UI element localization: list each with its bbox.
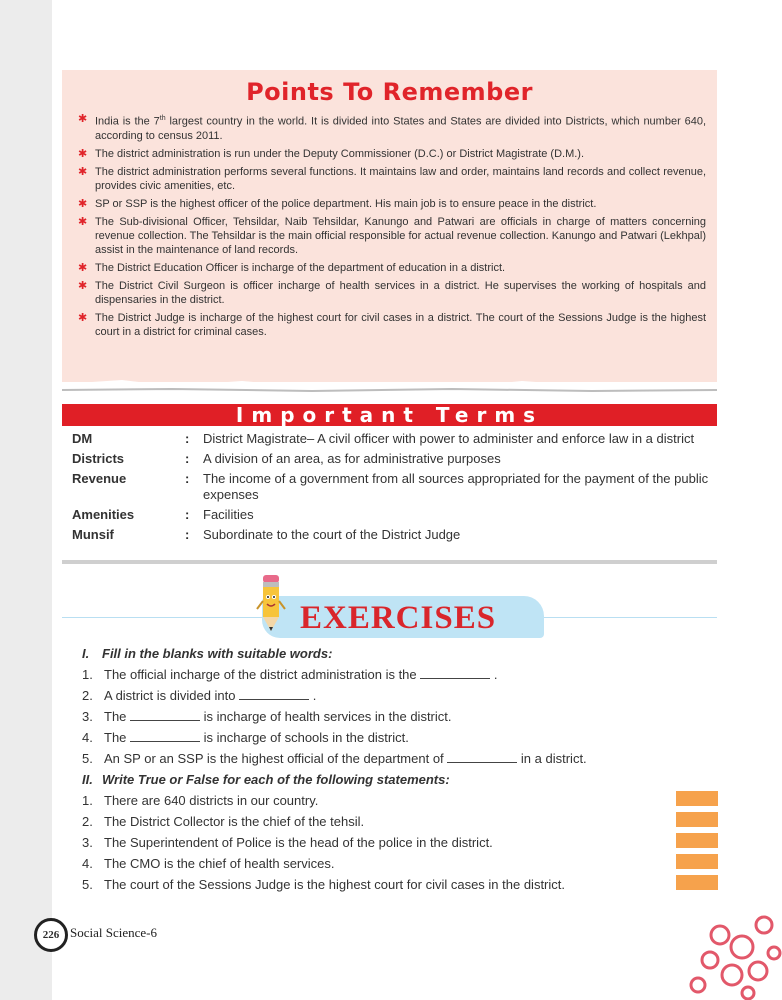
term-definition: Facilities — [203, 507, 254, 522]
term-definition: The income of a government from all sources appropriated for the payment of the public expenses — [203, 471, 709, 502]
answer-box[interactable] — [676, 833, 718, 848]
page-number: 226 — [34, 918, 68, 952]
list-item: ✱ The district administration performs several functions. It maintains law and order, maintains land records and collect revenue, provides civic amenities, etc. — [78, 165, 706, 192]
list-item: ✱ The Sub-divisional Officer, Tehsildar, Naib Tehsildar, Kanungo and Patwari are officials in charge of matters concerning revenue collection. The Tehsildar is the main official responsible for actual revenue collection. Kanungo and Patwari (Lekhpal) assist in the maintenance of land records. — [78, 215, 706, 256]
blank-field — [447, 750, 517, 763]
exercises-title: EXERCISES — [300, 600, 497, 636]
answer-box[interactable] — [676, 812, 718, 827]
bullet-icon: ✱ — [78, 311, 88, 324]
list-item: ✱ SP or SSP is the highest officer of the police department. His main job is to ensure peace in the district. — [78, 197, 597, 210]
table-row: Revenue : The income of a government from all sources appropriated for the payment of the public expenses — [72, 471, 712, 503]
points-list — [78, 112, 706, 343]
term-definition: Subordinate to the court of the District Judge — [203, 527, 461, 542]
points-to-remember-box — [62, 70, 717, 382]
blank-field — [239, 687, 309, 700]
torn-paper-divider — [52, 372, 732, 396]
section-heading: II. Write True or False for each of the following statements: — [82, 772, 450, 787]
list-item: ✱ The district administration is run under the Deputy Commissioner (D.C.) or District Magistrate (D.M.). — [78, 147, 585, 160]
answer-box[interactable] — [676, 854, 718, 869]
bullet-icon: ✱ — [78, 197, 88, 210]
table-row: Munsif : Subordinate to the court of the District Judge — [72, 527, 712, 543]
bullet-icon: ✱ — [78, 215, 88, 228]
bullet-icon: ✱ — [78, 147, 88, 160]
list-item: 1. There are 640 districts in our country. — [82, 793, 319, 808]
bullet-icon: ✱ — [78, 113, 88, 125]
blank-field — [130, 708, 200, 721]
list-item: 4. The CMO is the chief of health services. — [82, 856, 335, 871]
term-definition: District Magistrate– A civil officer with power to administer and enforce law in a district — [203, 431, 695, 446]
points-title: Points To Remember — [246, 78, 533, 106]
term: Amenities — [72, 507, 135, 522]
list-item: 4. The is incharge of schools in the district. — [82, 730, 409, 745]
section-heading: I. Fill in the blanks with suitable words: — [82, 646, 333, 661]
list-item: 5. The court of the Sessions Judge is the highest court for civil cases in the district. — [82, 877, 565, 892]
list-item: 3. The Superintendent of Police is the head of the police in the district. — [82, 835, 493, 850]
list-item: ✱ The District Education Officer is incharge of the department of education in a district. — [78, 261, 506, 274]
divider — [62, 560, 717, 564]
list-item: ✱ The District Judge is incharge of the highest court for civil cases in a district. The court of the Sessions Judge is the highest court in a district for criminal cases. — [78, 311, 706, 338]
pencil-mascot-icon — [255, 575, 287, 637]
terms-heading: Important Terms — [235, 403, 544, 427]
list-item: 2. The District Collector is the chief of the tehsil. — [82, 814, 365, 829]
answer-box[interactable] — [676, 875, 718, 890]
bullet-icon: ✱ — [78, 261, 88, 274]
list-item: 2. A district is divided into . — [82, 688, 317, 703]
term: DM — [72, 431, 93, 446]
list-item: ✱ India is the 7th largest country in the world. It is divided into States and States are divided into Districts, which number 640, according to census 2011. — [78, 113, 706, 142]
bullet-icon: ✱ — [78, 165, 88, 178]
list-item: 3. The is incharge of health services in the district. — [82, 709, 452, 724]
subject-label: Social Science-6 — [70, 925, 157, 940]
list-item: ✱ The District Civil Surgeon is officer incharge of health services in a district. He supervises the working of hospitals and dispensaries in the district. — [78, 279, 706, 306]
important-terms-banner — [62, 404, 717, 426]
answer-box[interactable] — [676, 791, 718, 806]
exercises-section — [82, 645, 722, 897]
decorative-circles-icon — [660, 905, 782, 1000]
terms-table — [72, 431, 712, 547]
list-item: 5. An SP or an SSP is the highest official of the department of in a district. — [82, 751, 587, 766]
table-row: DM : District Magistrate– A civil officer with power to administer and enforce law in a district — [72, 431, 712, 447]
bullet-icon: ✱ — [78, 279, 88, 292]
term: Districts — [72, 451, 125, 466]
table-row: Districts : A division of an area, as for administrative purposes — [72, 451, 712, 467]
term: Revenue — [72, 471, 127, 486]
table-row: Amenities : Facilities — [72, 507, 712, 523]
blank-field — [130, 729, 200, 742]
left-margin-strip — [0, 0, 52, 1000]
term: Munsif — [72, 527, 114, 542]
blank-field — [420, 666, 490, 679]
list-item: 1. The official incharge of the district administration is the . — [82, 667, 498, 682]
term-definition: A division of an area, as for administrative purposes — [203, 451, 501, 466]
